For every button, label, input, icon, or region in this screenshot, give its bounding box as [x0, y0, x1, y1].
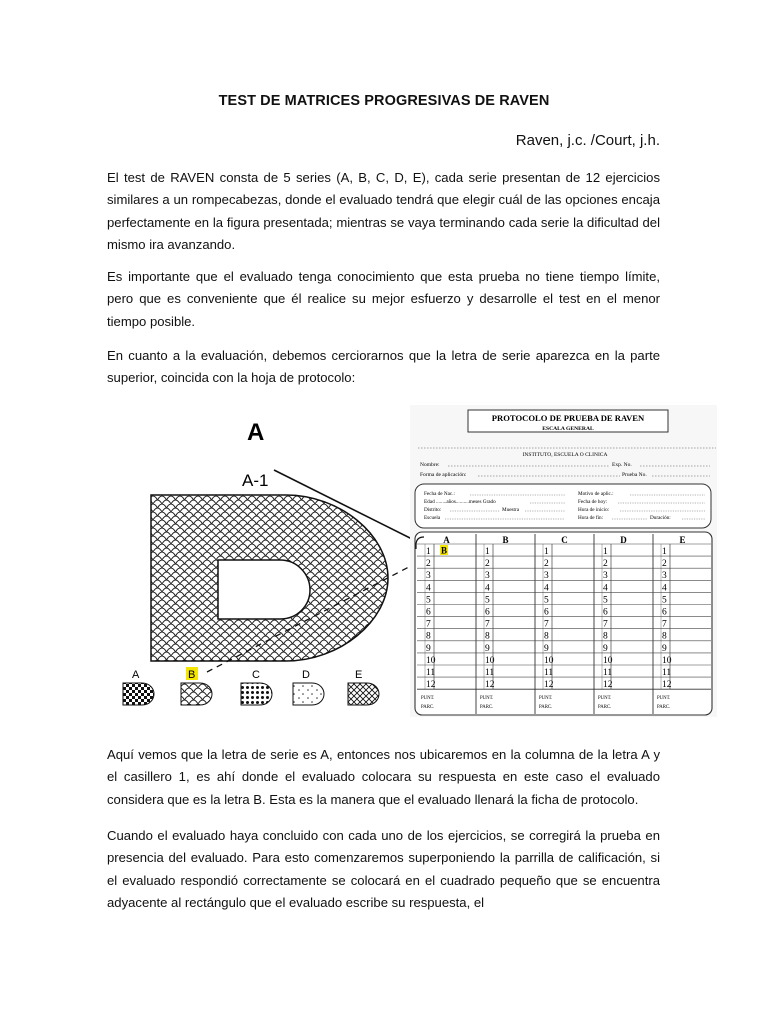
grid-row-number: 8	[662, 631, 667, 642]
grid-row-number: 3	[544, 571, 549, 582]
grid-row-number: 4	[603, 583, 608, 594]
paragraph-4: Aquí vemos que la letra de serie es A, entonces nos ubicaremos en la columna de la letra A y el casillero 1, es ahí donde el evaluado colocara su respuesta en este caso el evaluado considera que es la letra B. Esta es la manera que el evaluado llenará la ficha de protocolo.	[107, 747, 660, 807]
grid-row-number: 1	[485, 547, 490, 557]
grid-row-number: 11	[662, 668, 672, 678]
grid-row-number: 2	[544, 559, 549, 570]
grid-footer-punt: PUNT.	[598, 696, 612, 702]
grid-row-number: 7	[544, 619, 549, 630]
grid-footer-parc: PARC.	[480, 705, 494, 711]
protocol-muestra-label: Muestra	[502, 507, 519, 513]
grid-row-number: 3	[485, 571, 490, 582]
protocol-subtitle: ESCALA GENERAL	[542, 426, 594, 432]
grid-column-header-b: B	[502, 535, 509, 545]
grid-row-number: 12	[485, 680, 495, 691]
grid-column-header-c: C	[561, 535, 568, 545]
option-e-label: E	[355, 669, 363, 681]
grid-row-number: 5	[426, 595, 431, 606]
grid-row-number: 2	[662, 559, 667, 570]
option-b-piece	[181, 683, 212, 705]
option-c-piece	[241, 683, 272, 705]
grid-row-number: 10	[426, 655, 436, 666]
grid-row-number: 6	[485, 607, 490, 618]
protocol-prueba-label: Prueba No.	[622, 472, 647, 478]
grid-row-number: 8	[485, 631, 490, 642]
protocol-left-field-1: Fecha de Nac.:	[424, 491, 455, 497]
grid-row-number: 6	[603, 607, 608, 618]
answer-value: B	[441, 545, 448, 556]
grid-row-number: 1	[662, 547, 667, 557]
grid-row-number: 5	[485, 595, 490, 606]
option-a-label: A	[132, 669, 140, 681]
option-d-piece	[293, 683, 324, 705]
protocol-name-label: Nombre:	[420, 462, 440, 468]
document-authors: Raven, j.c. /Court, j.h.	[515, 132, 660, 149]
grid-footer-parc: PARC.	[421, 705, 435, 711]
grid-footer-parc: PARC.	[657, 705, 671, 711]
option-c-label: C	[252, 669, 260, 681]
grid-row-number: 2	[426, 559, 431, 570]
grid-row-number: 6	[662, 607, 667, 618]
grid-row-number: 4	[485, 583, 490, 594]
option-b-label: B	[188, 669, 196, 681]
protocol-sheet	[410, 405, 717, 717]
grid-row-number: 7	[426, 619, 431, 630]
grid-row-number: 11	[544, 668, 554, 678]
protocol-duracion-label: Duración:	[650, 515, 671, 521]
grid-row-number: 3	[603, 571, 608, 582]
grid-row-number: 12	[544, 680, 554, 691]
grid-row-number: 2	[485, 559, 490, 570]
protocol-info-box	[415, 484, 711, 528]
grid-column-header-a: A	[443, 535, 450, 545]
grid-row-number: 1	[544, 547, 549, 557]
grid-column-header-d: D	[620, 535, 627, 545]
grid-row-number: 5	[544, 595, 549, 606]
grid-row-number: 9	[426, 643, 431, 654]
grid-row-number: 10	[485, 655, 495, 666]
grid-row-number: 1	[426, 547, 431, 557]
answer-options	[123, 667, 379, 705]
grid-row-number: 5	[603, 595, 608, 606]
protocol-right-field-3: Hora de inicio:	[578, 507, 610, 513]
grid-row-number: 8	[603, 631, 608, 642]
grid-row-number: 3	[662, 571, 667, 582]
grid-column-header-e: E	[679, 535, 686, 545]
grid-row-number: 9	[603, 643, 608, 654]
matrix-figure	[151, 495, 388, 661]
grid-footer-punt: PUNT.	[539, 696, 553, 702]
protocol-right-field-2: Fecha de hoy:	[578, 499, 608, 505]
protocol-left-field-2: Edad ........años..........meses Grado	[424, 499, 496, 505]
paragraph-5: Cuando el evaluado haya concluido con cada uno de los ejercicios, se corregirá la prueba en presencia del evaluado. Para esto comenzaremos superponiendo la parrilla de calificación, si el evaluado respondió correctamente se colocará en el cuadrado pequeño que se encuentra adyacente al rectángulo que el evaluado escribe su respuesta, el	[107, 828, 660, 910]
grid-row-number: 11	[485, 668, 495, 678]
option-e-piece	[348, 683, 379, 705]
document-title: TEST DE MATRICES PROGRESIVAS DE RAVEN	[218, 93, 550, 109]
grid-row-number: 4	[544, 583, 549, 594]
paragraph-3: En cuanto a la evaluación, debemos cerciorarnos que la letra de serie aparezca en la parte superior, coincida con la hoja de protocolo:	[107, 348, 660, 386]
protocol-exp-label: Exp. No.	[612, 462, 632, 468]
option-d-label: D	[302, 669, 310, 681]
grid-row-number: 9	[544, 643, 549, 654]
protocol-left-field-3: Distrito:	[424, 507, 442, 513]
option-a-piece	[123, 683, 154, 705]
grid-footer-punt: PUNT.	[421, 696, 435, 702]
grid-row-number: 7	[603, 619, 608, 630]
paragraph-1: El test de RAVEN consta de 5 series (A, B, C, D, E), cada serie presentan de 12 ejercicios similares a un rompecabezas, donde el evaluado tendrá que elegir cuál de las opciones encaja perfectamente en la figura presentada; mientras se vaya terminando cada serie la dificultad del mismo ira avanzando.	[107, 170, 660, 252]
protocol-left-field-4: Escuela	[424, 515, 441, 521]
protocol-right-field-1: Motivo de aplic.:	[578, 491, 614, 497]
grid-footer-parc: PARC.	[539, 705, 553, 711]
grid-row-number: 12	[603, 680, 613, 691]
grid-row-number: 4	[662, 583, 667, 594]
paragraph-2: Es importante que el evaluado tenga conocimiento que esta prueba no tiene tiempo límite, pero que es conveniente que él realice su mejor esfuerzo y desarrolle el test en el menor tiempo posible.	[107, 269, 660, 329]
item-label: A-1	[242, 471, 269, 490]
grid-row-number: 12	[426, 680, 436, 691]
grid-row-number: 10	[662, 655, 672, 666]
grid-footer-punt: PUNT.	[657, 696, 671, 702]
grid-row-number: 1	[603, 547, 608, 557]
grid-row-number: 4	[426, 583, 431, 594]
grid-row-number: 7	[485, 619, 490, 630]
grid-row-number: 9	[662, 643, 667, 654]
grid-footer-parc: PARC.	[598, 705, 612, 711]
protocol-institution: INSTITUTO, ESCUELA O CLINICA	[522, 452, 608, 458]
grid-row-number: 2	[603, 559, 608, 570]
series-letter: A	[247, 419, 265, 446]
grid-row-number: 10	[603, 655, 613, 666]
grid-row-number: 3	[426, 571, 431, 582]
grid-row-number: 6	[426, 607, 431, 618]
grid-row-number: 7	[662, 619, 667, 630]
grid-row-number: 8	[544, 631, 549, 642]
grid-row-number: 11	[603, 668, 613, 678]
protocol-right-field-4: Hora de fin:	[578, 515, 604, 521]
grid-row-number: 11	[426, 668, 436, 678]
grid-footer-punt: PUNT.	[480, 696, 494, 702]
grid-row-number: 5	[662, 595, 667, 606]
grid-row-number: 9	[485, 643, 490, 654]
grid-row-number: 12	[662, 680, 672, 691]
grid-row-number: 8	[426, 631, 431, 642]
protocol-title: PROTOCOLO DE PRUEBA DE RAVEN	[491, 413, 645, 423]
grid-row-number: 6	[544, 607, 549, 618]
protocol-form-label: Forma de aplicación:	[420, 472, 467, 478]
raven-figure	[0, 395, 768, 725]
grid-row-number: 10	[544, 655, 554, 666]
